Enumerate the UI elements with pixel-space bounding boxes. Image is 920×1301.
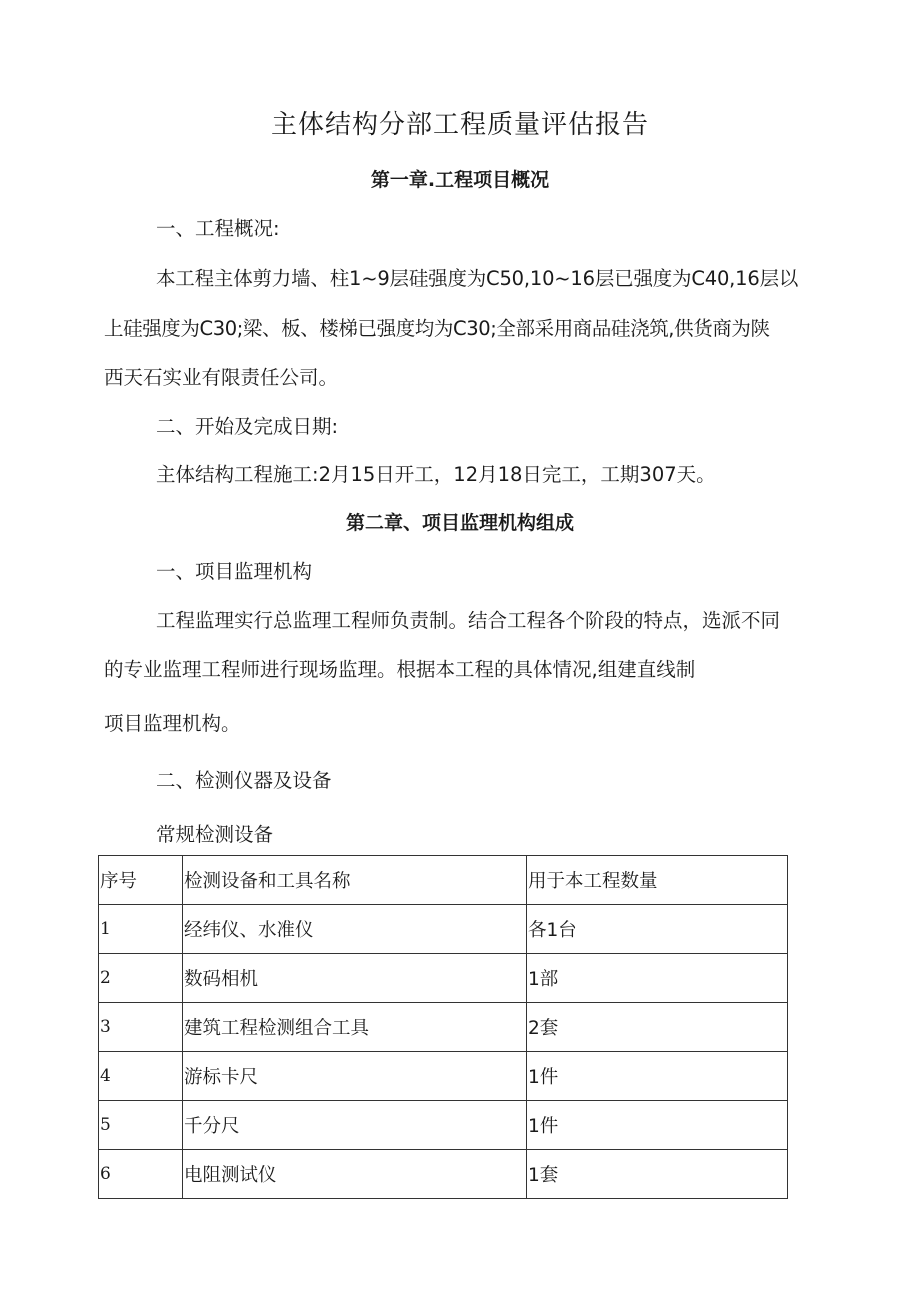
- row-equipment-name: 建筑工程检测组合工具: [183, 1003, 527, 1052]
- row-serial: 5: [99, 1101, 183, 1150]
- row-quantity: 各1台: [527, 905, 788, 954]
- table-row: [99, 1150, 788, 1199]
- row-serial: 1: [99, 905, 183, 954]
- row-equipment-name: 游标卡尺: [183, 1052, 527, 1101]
- table-row: [99, 1101, 788, 1150]
- row-quantity: 1件: [527, 1052, 788, 1101]
- row-equipment-name: 千分尺: [183, 1101, 527, 1150]
- header-equipment-name: 检测设备和工具名称: [183, 856, 527, 905]
- table-row: [99, 1003, 788, 1052]
- section-equipment-heading: 二、检测仪器及设备: [156, 769, 332, 792]
- chapter-1-heading: 第一章.工程项目概况: [370, 169, 550, 191]
- section-organization-heading: 一、项目监理机构: [156, 560, 313, 583]
- organization-line-1: 工程监理实行总监理工程师负责制。结合工程各个阶段的特点，选派不同: [156, 609, 781, 632]
- row-quantity: 1件: [527, 1101, 788, 1150]
- report-title: 主体结构分部工程质量评估报告: [270, 110, 649, 140]
- equipment-caption: 常规检测设备: [156, 823, 274, 846]
- dates-paragraph: 主体结构工程施工:2月15日开工，12月18日完工，工期307天。: [156, 463, 716, 486]
- table-row: [99, 954, 788, 1003]
- overview-line-1: 本工程主体剪力墙、柱1~9层硅强度为C50,10~16层已强度为C40,16层以: [156, 267, 799, 290]
- organization-line-3: 项目监理机构。: [104, 712, 241, 735]
- chapter-2-heading: 第二章、项目监理机构组成: [345, 512, 574, 534]
- header-serial: 序号: [99, 856, 183, 905]
- table-header-row: [99, 856, 788, 905]
- row-quantity: 2套: [527, 1003, 788, 1052]
- overview-line-3: 西天石实业有限责任公司。: [104, 366, 339, 389]
- row-serial: 2: [99, 954, 183, 1003]
- equipment-table: [98, 855, 788, 1199]
- organization-line-2: 的专业监理工程师进行现场监理。根据本工程的具体情况,组建直线制: [104, 658, 696, 681]
- table-row: [99, 1052, 788, 1101]
- row-serial: 3: [99, 1003, 183, 1052]
- row-equipment-name: 电阻测试仪: [183, 1150, 527, 1199]
- section-dates-heading: 二、开始及完成日期:: [156, 415, 339, 438]
- row-serial: 6: [99, 1150, 183, 1199]
- row-equipment-name: 数码相机: [183, 954, 527, 1003]
- row-equipment-name: 经纬仪、水准仪: [183, 905, 527, 954]
- section-overview-heading: 一、工程概况:: [156, 217, 280, 240]
- table-row: [99, 905, 788, 954]
- overview-line-2: 上硅强度为C30;梁、板、楼梯已强度均为C30;全部采用商品硅浇筑,供货商为陕: [104, 317, 770, 340]
- row-quantity: 1套: [527, 1150, 788, 1199]
- header-quantity: 用于本工程数量: [527, 856, 788, 905]
- row-serial: 4: [99, 1052, 183, 1101]
- row-quantity: 1部: [527, 954, 788, 1003]
